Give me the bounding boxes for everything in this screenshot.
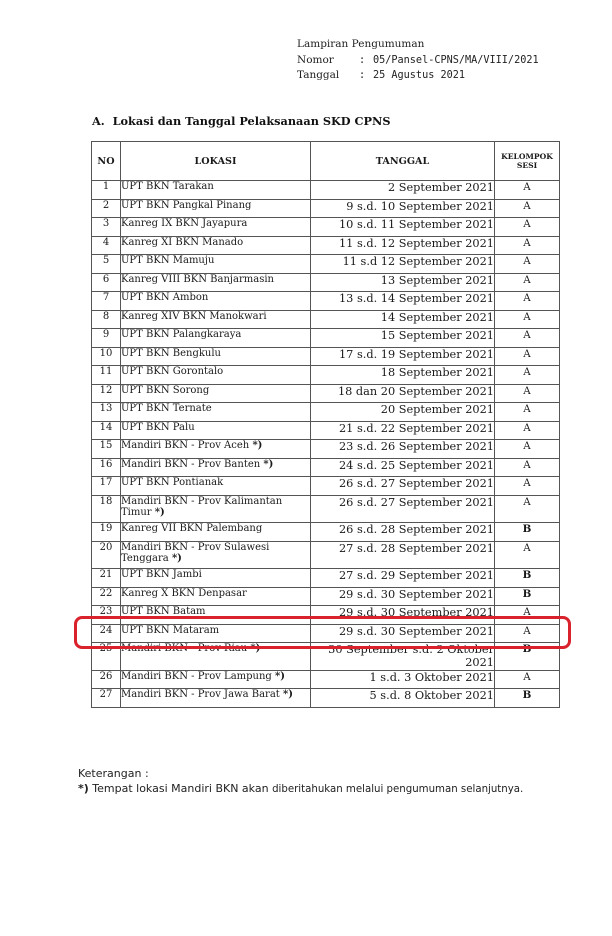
cell-tanggal: 21 s.d. 22 September 2021 bbox=[311, 421, 495, 440]
table-row bbox=[92, 199, 560, 218]
notes-marker: *) bbox=[78, 782, 89, 795]
notes bbox=[78, 766, 523, 797]
cell-tanggal: 26 s.d. 27 September 2021 bbox=[311, 477, 495, 496]
cell-tanggal: 18 September 2021 bbox=[311, 366, 495, 385]
table-row bbox=[92, 569, 560, 588]
cell-no: 11 bbox=[92, 366, 121, 385]
table-row bbox=[92, 403, 560, 422]
cell-tanggal: 10 s.d. 11 September 2021 bbox=[311, 218, 495, 237]
asterisk-marker: *) bbox=[283, 689, 293, 700]
lokasi-text: UPT BKN Ternate bbox=[121, 403, 212, 414]
cell-lokasi bbox=[121, 199, 311, 218]
lokasi-text: Mandiri BKN - Prov Aceh bbox=[121, 440, 250, 451]
nomor-label: Nomor bbox=[297, 53, 334, 66]
cell-lokasi bbox=[121, 329, 311, 348]
cell-tanggal: 26 s.d. 28 September 2021 bbox=[311, 523, 495, 542]
cell-tanggal: 2 September 2021 bbox=[311, 181, 495, 200]
cell-lokasi bbox=[121, 689, 311, 708]
cell-tanggal: 9 s.d. 10 September 2021 bbox=[311, 199, 495, 218]
cell-kelompok-sesi: A bbox=[495, 199, 560, 218]
cell-no: 21 bbox=[92, 569, 121, 588]
cell-no: 3 bbox=[92, 218, 121, 237]
lokasi-text: UPT BKN Mataram bbox=[121, 624, 220, 636]
cell-kelompok-sesi: B bbox=[495, 643, 560, 671]
table-row bbox=[92, 236, 560, 255]
cell-lokasi bbox=[121, 366, 311, 385]
asterisk-marker: *) bbox=[250, 643, 261, 654]
cell-kelompok-sesi: A bbox=[495, 218, 560, 237]
cell-kelompok-sesi: B bbox=[495, 689, 560, 708]
cell-lokasi bbox=[121, 541, 311, 569]
table-header-row bbox=[92, 142, 560, 181]
cell-lokasi bbox=[121, 670, 311, 689]
cell-tanggal: 29 s.d. 30 September 2021 bbox=[311, 606, 495, 625]
table-row bbox=[92, 292, 560, 311]
notes-text-b: diberitahukan melalui pengumuman selanjutnya. bbox=[272, 784, 524, 795]
lokasi-text: Mandiri BKN - Prov Sulawesi Tenggara bbox=[121, 541, 270, 564]
cell-kelompok-sesi: A bbox=[495, 273, 560, 292]
cell-tanggal: 5 s.d. 8 Oktober 2021 bbox=[311, 689, 495, 708]
header-tanggal-line bbox=[297, 68, 539, 84]
cell-kelompok-sesi: A bbox=[495, 541, 560, 569]
cell-kelompok-sesi: A bbox=[495, 329, 560, 348]
cell-kelompok-sesi: A bbox=[495, 606, 560, 625]
lokasi-text: Mandiri BKN - Prov Jawa Barat bbox=[121, 689, 280, 700]
cell-kelompok-sesi: A bbox=[495, 403, 560, 422]
cell-lokasi bbox=[121, 310, 311, 329]
table-row bbox=[92, 458, 560, 477]
cell-no: 26 bbox=[92, 670, 121, 689]
cell-lokasi bbox=[121, 255, 311, 274]
cell-no: 2 bbox=[92, 199, 121, 218]
asterisk-marker: *) bbox=[263, 458, 274, 470]
table-row bbox=[92, 255, 560, 274]
cell-kelompok-sesi: A bbox=[495, 347, 560, 366]
lokasi-text: UPT BKN Mamuju bbox=[121, 255, 215, 266]
lokasi-text: Kanreg VIII BKN Banjarmasin bbox=[121, 273, 274, 285]
cell-tanggal: 29 s.d. 30 September 2021 bbox=[311, 624, 495, 643]
notes-text-a: Tempat lokasi Mandiri BKN akan bbox=[92, 782, 269, 795]
cell-no: 23 bbox=[92, 606, 121, 625]
lokasi-text: UPT BKN Batam bbox=[121, 606, 206, 617]
table-row bbox=[92, 670, 560, 689]
table-row bbox=[92, 273, 560, 292]
cell-lokasi bbox=[121, 587, 311, 606]
cell-tanggal: 11 s.d 12 September 2021 bbox=[311, 255, 495, 274]
section-title: A. Lokasi dan Tanggal Pelaksanaan SKD CPNS bbox=[92, 114, 391, 128]
cell-tanggal: 13 September 2021 bbox=[311, 273, 495, 292]
cell-tanggal: 30 September s.d. 2 Oktober 2021 bbox=[311, 643, 495, 671]
cell-no: 10 bbox=[92, 347, 121, 366]
cell-lokasi bbox=[121, 236, 311, 255]
cell-tanggal: 14 September 2021 bbox=[311, 310, 495, 329]
cell-no: 7 bbox=[92, 292, 121, 311]
notes-line bbox=[78, 781, 523, 797]
lokasi-text: Mandiri BKN - Prov Kalimantan Timur bbox=[121, 495, 283, 518]
table-row bbox=[92, 495, 560, 523]
lokasi-text: Kanreg XI BKN Manado bbox=[121, 236, 244, 248]
cell-no: 16 bbox=[92, 458, 121, 477]
row-22-highlight-annotation bbox=[74, 616, 571, 649]
cell-lokasi bbox=[121, 523, 311, 542]
tanggal-value: 25 Agustus 2021 bbox=[373, 70, 466, 81]
table-row bbox=[92, 523, 560, 542]
lokasi-text: UPT BKN Pontianak bbox=[121, 477, 224, 488]
cell-no: 14 bbox=[92, 421, 121, 440]
cell-no: 22 bbox=[92, 587, 121, 606]
table-row bbox=[92, 218, 560, 237]
header-nomor-line bbox=[297, 53, 539, 69]
cell-kelompok-sesi: A bbox=[495, 440, 560, 459]
cell-lokasi bbox=[121, 181, 311, 200]
cell-no: 4 bbox=[92, 236, 121, 255]
cell-kelompok-sesi: A bbox=[495, 495, 560, 523]
cell-kelompok-sesi: A bbox=[495, 384, 560, 403]
tanggal-label: Tanggal bbox=[297, 69, 340, 81]
lokasi-text: Kanreg XIV BKN Manokwari bbox=[121, 310, 267, 322]
lokasi-text: Mandiri BKN - Prov Banten bbox=[121, 458, 261, 470]
lokasi-text: UPT BKN Jambi bbox=[121, 569, 202, 580]
cell-kelompok-sesi: A bbox=[495, 310, 560, 329]
lokasi-text: Kanreg IX BKN Jayapura bbox=[121, 218, 248, 229]
asterisk-marker: *) bbox=[154, 506, 165, 518]
cell-no: 19 bbox=[92, 523, 121, 542]
table-row bbox=[92, 689, 560, 708]
table-row bbox=[92, 587, 560, 606]
asterisk-marker: *) bbox=[275, 670, 285, 682]
cell-kelompok-sesi: A bbox=[495, 670, 560, 689]
table-row bbox=[92, 181, 560, 200]
asterisk-marker: *) bbox=[171, 552, 182, 564]
notes-label: Keterangan : bbox=[78, 767, 149, 780]
cell-no: 8 bbox=[92, 310, 121, 329]
column-header-lokasi: LOKASI bbox=[121, 142, 311, 181]
lokasi-text: UPT BKN Gorontalo bbox=[121, 366, 224, 377]
cell-tanggal: 17 s.d. 19 September 2021 bbox=[311, 347, 495, 366]
table-row bbox=[92, 440, 560, 459]
cell-kelompok-sesi: A bbox=[495, 292, 560, 311]
lokasi-text: UPT BKN Sorong bbox=[121, 384, 210, 396]
lokasi-text: UPT BKN Ambon bbox=[121, 292, 209, 303]
asterisk-marker: *) bbox=[252, 440, 263, 451]
cell-tanggal: 11 s.d. 12 September 2021 bbox=[311, 236, 495, 255]
cell-lokasi bbox=[121, 403, 311, 422]
cell-lokasi bbox=[121, 292, 311, 311]
lokasi-text: UPT BKN Palangkaraya bbox=[121, 329, 242, 340]
column-header-tanggal: TANGGAL bbox=[311, 142, 495, 181]
cell-tanggal: 20 September 2021 bbox=[311, 403, 495, 422]
cell-tanggal: 27 s.d. 29 September 2021 bbox=[311, 569, 495, 588]
table-row bbox=[92, 421, 560, 440]
lokasi-text: Kanreg VII BKN Palembang bbox=[121, 523, 263, 534]
cell-lokasi bbox=[121, 495, 311, 523]
cell-tanggal: 13 s.d. 14 September 2021 bbox=[311, 292, 495, 311]
cell-tanggal: 15 September 2021 bbox=[311, 329, 495, 348]
nomor-separator: : bbox=[359, 54, 366, 66]
cell-kelompok-sesi: B bbox=[495, 587, 560, 606]
cell-lokasi bbox=[121, 347, 311, 366]
cell-kelompok-sesi: A bbox=[495, 236, 560, 255]
cell-no: 12 bbox=[92, 384, 121, 403]
cell-lokasi bbox=[121, 421, 311, 440]
cell-lokasi bbox=[121, 384, 311, 403]
cell-tanggal: 23 s.d. 26 September 2021 bbox=[311, 440, 495, 459]
tanggal-separator: : bbox=[359, 70, 366, 81]
cell-tanggal: 24 s.d. 25 September 2021 bbox=[311, 458, 495, 477]
column-header-kelompok-sesi: KELOMPOK SESI bbox=[495, 142, 560, 181]
cell-tanggal: 26 s.d. 27 September 2021 bbox=[311, 495, 495, 523]
cell-lokasi bbox=[121, 218, 311, 237]
table-row bbox=[92, 541, 560, 569]
cell-kelompok-sesi: A bbox=[495, 421, 560, 440]
table-row bbox=[92, 477, 560, 496]
table-row bbox=[92, 329, 560, 348]
cell-lokasi bbox=[121, 440, 311, 459]
cell-no: 15 bbox=[92, 440, 121, 459]
column-header-no: NO bbox=[92, 142, 121, 181]
cell-kelompok-sesi: A bbox=[495, 458, 560, 477]
cell-no: 5 bbox=[92, 255, 121, 274]
lokasi-text: UPT BKN Bengkulu bbox=[121, 347, 221, 359]
cell-no: 27 bbox=[92, 689, 121, 708]
nomor-value: 05/Pansel-CPNS/MA/VIII/2021 bbox=[373, 54, 539, 66]
table-row bbox=[92, 310, 560, 329]
cell-tanggal: 18 dan 20 September 2021 bbox=[311, 384, 495, 403]
cell-lokasi bbox=[121, 458, 311, 477]
cell-kelompok-sesi: A bbox=[495, 366, 560, 385]
cell-no: 9 bbox=[92, 329, 121, 348]
table-row bbox=[92, 384, 560, 403]
lokasi-text: UPT BKN Palu bbox=[121, 421, 195, 433]
cell-tanggal: 29 s.d. 30 September 2021 bbox=[311, 587, 495, 606]
cell-kelompok-sesi: A bbox=[495, 181, 560, 200]
cell-kelompok-sesi: A bbox=[495, 477, 560, 496]
cell-kelompok-sesi: A bbox=[495, 624, 560, 643]
announcement-header bbox=[297, 37, 539, 84]
cell-no: 24 bbox=[92, 624, 121, 643]
table-row bbox=[92, 347, 560, 366]
cell-no: 6 bbox=[92, 273, 121, 292]
cell-lokasi bbox=[121, 273, 311, 292]
lokasi-text: UPT BKN Pangkal Pinang bbox=[121, 199, 252, 211]
cell-no: 1 bbox=[92, 181, 121, 200]
cell-no: 13 bbox=[92, 403, 121, 422]
cell-lokasi bbox=[121, 569, 311, 588]
lokasi-text: UPT BKN Tarakan bbox=[121, 181, 214, 192]
cell-tanggal: 1 s.d. 3 Oktober 2021 bbox=[311, 670, 495, 689]
cell-no: 17 bbox=[92, 477, 121, 496]
cell-tanggal: 27 s.d. 28 September 2021 bbox=[311, 541, 495, 569]
cell-kelompok-sesi: B bbox=[495, 523, 560, 542]
cell-no: 25 bbox=[92, 643, 121, 671]
table-row bbox=[92, 366, 560, 385]
lokasi-text: Kanreg X BKN Denpasar bbox=[121, 587, 247, 599]
lokasi-text: Mandiri BKN - Prov Riau bbox=[121, 643, 248, 654]
cell-no: 18 bbox=[92, 495, 121, 523]
cell-kelompok-sesi: A bbox=[495, 255, 560, 274]
cell-no: 20 bbox=[92, 541, 121, 569]
lokasi-text: Mandiri BKN - Prov Lampung bbox=[121, 670, 272, 682]
cell-kelompok-sesi: B bbox=[495, 569, 560, 588]
header-title: Lampiran Pengumuman bbox=[297, 38, 425, 50]
cell-lokasi bbox=[121, 477, 311, 496]
